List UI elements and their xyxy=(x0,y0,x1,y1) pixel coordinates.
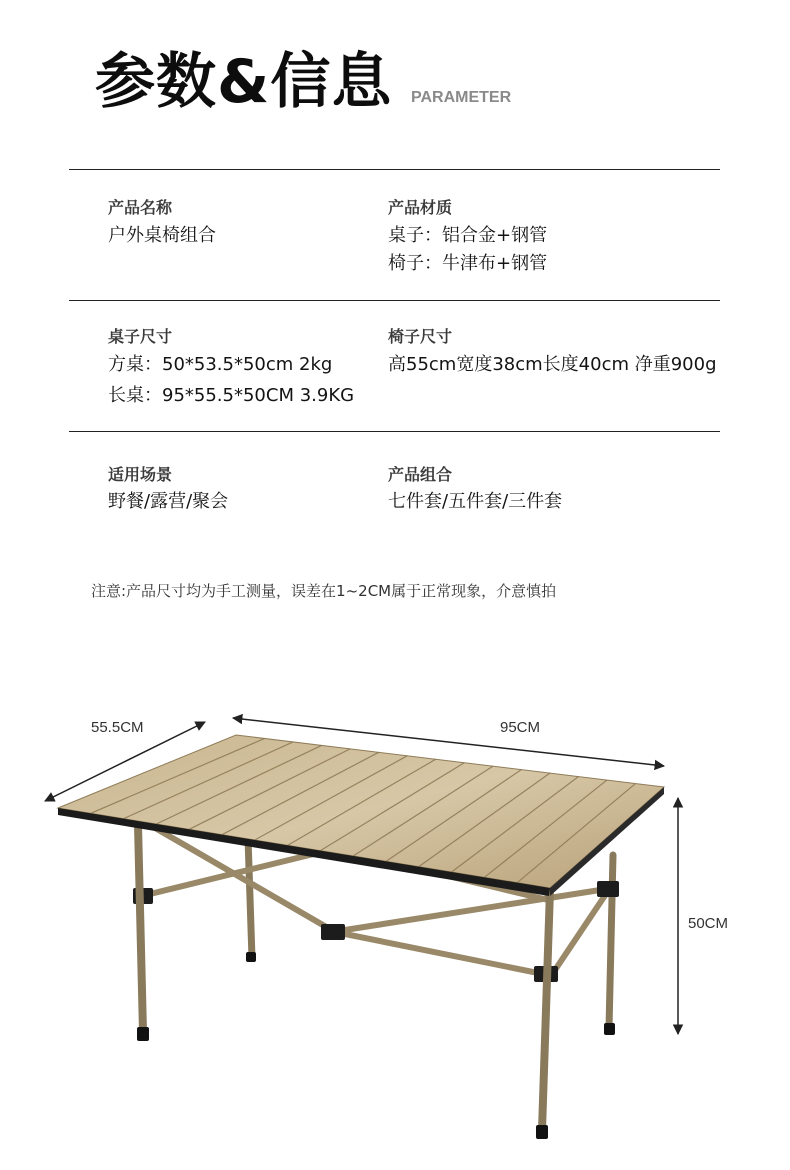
chair-size-value: 高55cm宽度38cm长度40cm 净重900g xyxy=(388,354,717,375)
chair-size-label: 椅子尺寸 xyxy=(388,327,453,346)
product-name-label: 产品名称 xyxy=(108,198,173,217)
material-label: 产品材质 xyxy=(388,198,453,217)
height-dimension-label: 50CM xyxy=(688,915,729,932)
material-chair-value: 椅子：牛津布+钢管 xyxy=(388,253,548,274)
combo-value: 七件套/五件套/三件套 xyxy=(388,491,563,512)
table-size-long: 长桌：95*55.5*50CM 3.9KG xyxy=(108,385,355,406)
product-name-value: 户外桌椅组合 xyxy=(108,225,216,246)
page-title: 参数&信息 xyxy=(95,47,393,117)
measurement-note: 注意:产品尺寸均为手工测量，误差在1~2CM属于正常现象，介意慎拍 xyxy=(91,582,557,600)
divider xyxy=(69,431,720,432)
divider xyxy=(69,169,720,170)
scene-label: 适用场景 xyxy=(108,465,173,484)
width-dimension-label: 55.5CM xyxy=(91,719,144,736)
table-leg xyxy=(138,825,143,1032)
length-dimension-label: 95CM xyxy=(500,719,541,736)
material-table-value: 桌子：铝合金+钢管 xyxy=(388,225,548,246)
table-diagram xyxy=(0,690,790,1160)
table-size-label: 桌子尺寸 xyxy=(108,327,173,346)
table-size-square: 方桌：50*53.5*50cm 2kg xyxy=(108,354,333,375)
tabletop xyxy=(58,735,664,888)
table-leg xyxy=(542,890,550,1130)
table-leg xyxy=(248,838,252,958)
page-subtitle: PARAMETER xyxy=(411,89,512,106)
table-leg xyxy=(609,855,613,1028)
divider xyxy=(69,300,720,301)
scene-value: 野餐/露营/聚会 xyxy=(108,491,229,512)
combo-label: 产品组合 xyxy=(388,465,453,484)
